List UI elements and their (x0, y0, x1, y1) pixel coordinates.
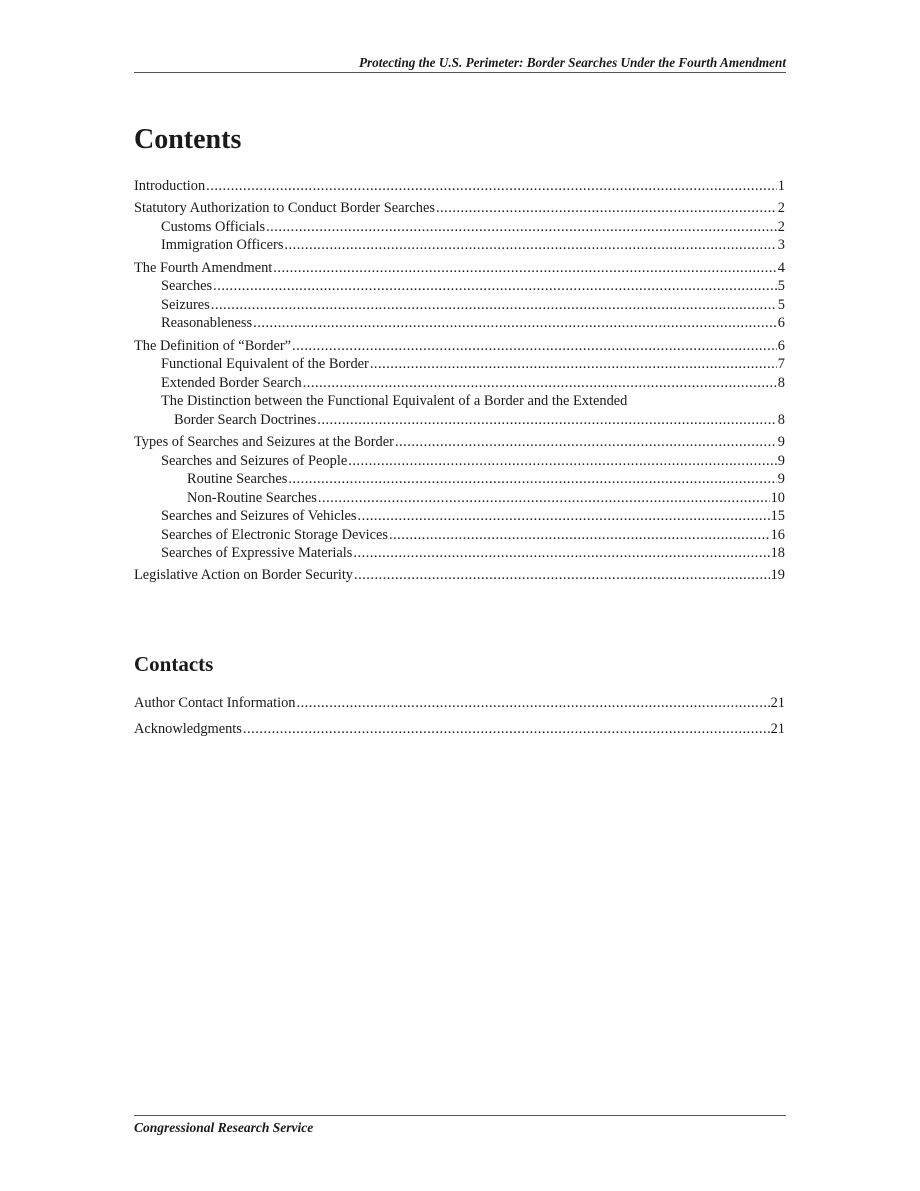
toc-entry-label: Searches and Seizures of Vehicles (161, 508, 357, 525)
dot-leader (370, 355, 777, 374)
toc-entry-acknowledgments[interactable] (134, 717, 785, 743)
toc-entry-non-routine-searches[interactable] (134, 489, 785, 508)
toc-page-number: 8 (777, 374, 785, 391)
toc-entry-seizures[interactable] (134, 296, 785, 315)
toc-entry-customs-officials[interactable] (134, 218, 785, 237)
toc-entry-electronic-storage-devices[interactable] (134, 526, 785, 545)
table-of-contents (134, 177, 785, 585)
dot-leader (243, 717, 770, 743)
dot-leader (266, 218, 777, 237)
toc-entry-label: Searches (161, 278, 213, 295)
dot-leader (395, 433, 777, 452)
toc-page-number: 9 (777, 434, 785, 451)
toc-entry-label: Searches of Expressive Materials (161, 545, 353, 562)
toc-page-number: 15 (770, 508, 785, 525)
toc-page-number: 4 (777, 259, 785, 276)
toc-entry-label: The Definition of “Border” (134, 337, 292, 354)
toc-entry-searches-of-vehicles[interactable] (134, 507, 785, 526)
toc-page-number: 19 (770, 567, 785, 584)
toc-entry-types-of-searches[interactable] (134, 433, 785, 452)
toc-page-number: 5 (777, 296, 785, 313)
toc-entry-searches-of-people[interactable] (134, 452, 785, 471)
contents-heading: Contents (134, 124, 242, 155)
toc-entry-reasonableness[interactable] (134, 314, 785, 333)
dot-leader (253, 314, 777, 333)
toc-page-number: 2 (777, 218, 785, 235)
dot-leader (348, 452, 777, 471)
toc-entry-legislative-action[interactable] (134, 566, 785, 585)
dot-leader (206, 177, 777, 196)
toc-entry-routine-searches[interactable] (134, 470, 785, 489)
toc-page-number: 9 (777, 471, 785, 488)
footer-publisher: Congressional Research Service (134, 1120, 314, 1135)
dot-leader (436, 199, 777, 218)
toc-page-number: 6 (777, 337, 785, 354)
toc-entry-searches[interactable] (134, 277, 785, 296)
dot-leader (213, 277, 777, 296)
toc-entry-label: Legislative Action on Border Security (134, 567, 354, 584)
dot-leader (317, 411, 777, 430)
toc-entry-fourth-amendment[interactable] (134, 259, 785, 278)
toc-entry-extended-border-search[interactable] (134, 374, 785, 393)
toc-entry-label: Extended Border Search (161, 374, 302, 391)
toc-page-number: 18 (770, 545, 785, 562)
dot-leader (358, 507, 770, 526)
toc-entry-distinction-line1[interactable]: The Distinction between the Functional Equivalent of a Border and the Extended (161, 393, 628, 410)
toc-page-number: 3 (777, 237, 785, 254)
toc-entry-label: Immigration Officers (161, 237, 284, 254)
toc-page-number: 21 (770, 695, 785, 711)
toc-entry-statutory-authorization[interactable] (134, 199, 785, 218)
toc-page-number: 8 (777, 411, 785, 428)
toc-entry-label: Routine Searches (187, 471, 288, 488)
toc-page-number: 5 (777, 278, 785, 295)
toc-entry-label: Border Search Doctrines (174, 411, 317, 428)
toc-entry-introduction[interactable] (134, 177, 785, 196)
dot-leader (389, 526, 770, 545)
toc-entry-label: Acknowledgments (134, 720, 242, 737)
toc-entry-functional-equivalent[interactable] (134, 355, 785, 374)
toc-entry-label: Types of Searches and Seizures at the Border (134, 434, 394, 451)
dot-leader (292, 337, 777, 356)
toc-page-number: 16 (770, 526, 785, 543)
toc-page-number: 21 (770, 720, 785, 737)
toc-entry-label: Author Contact Information (134, 695, 296, 711)
toc-page-number: 9 (777, 452, 785, 469)
toc-entry-label: The Fourth Amendment (134, 259, 273, 276)
toc-entry-label: Searches and Seizures of People (161, 452, 348, 469)
toc-entry-author-contact[interactable] (134, 691, 785, 717)
toc-page-number: 7 (777, 356, 785, 373)
toc-entry-label: Non-Routine Searches (187, 489, 317, 506)
toc-entry-label: Functional Equivalent of the Border (161, 356, 369, 373)
toc-entry-label: Seizures (161, 296, 210, 313)
dot-leader (353, 544, 769, 563)
toc-page-number: 2 (777, 200, 785, 217)
toc-page-number: 6 (777, 315, 785, 332)
dot-leader (288, 470, 776, 489)
running-header: Protecting the U.S. Perimeter: Border Searches Under the Fourth Amendment (358, 55, 786, 70)
toc-entry-label: Customs Officials (161, 218, 266, 235)
toc-page-number: 1 (777, 178, 785, 194)
dot-leader (273, 259, 777, 278)
toc-entry-immigration-officers[interactable] (134, 236, 785, 255)
toc-entry-definition-of-border[interactable] (134, 337, 785, 356)
toc-page-number: 10 (770, 489, 785, 506)
contacts-list (134, 691, 785, 742)
dot-leader (318, 489, 770, 508)
toc-entry-label: Statutory Authorization to Conduct Border Searches (134, 200, 435, 217)
header-rule (134, 72, 786, 73)
toc-entry-label: Reasonableness (161, 315, 253, 332)
toc-entry-distinction[interactable] (134, 411, 785, 430)
dot-leader (296, 691, 769, 717)
footer-rule (134, 1115, 786, 1116)
toc-entry-label: Searches of Electronic Storage Devices (161, 526, 388, 543)
dot-leader (284, 236, 776, 255)
dot-leader (354, 566, 770, 585)
dot-leader (211, 296, 777, 315)
contacts-heading: Contacts (134, 652, 214, 676)
dot-leader (303, 374, 777, 393)
toc-entry-label: Introduction (134, 178, 206, 194)
toc-entry-expressive-materials[interactable] (134, 544, 785, 563)
